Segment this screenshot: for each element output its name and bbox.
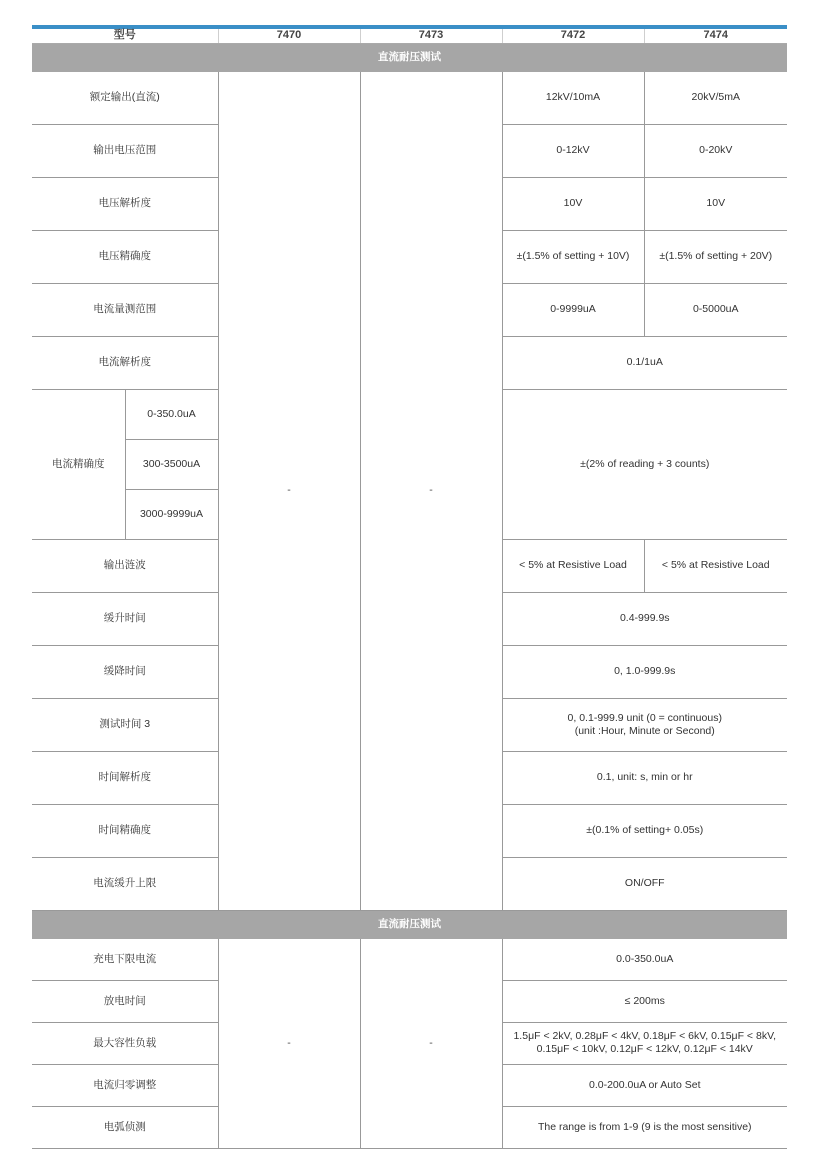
row-label: 时间精确度 [32,804,218,857]
cell-7472-7474: ±(2% of reading + 3 counts) [502,389,787,539]
row-label: 电压精确度 [32,230,218,283]
cell-7474: 20kV/5mA [644,71,787,124]
section-header-dc-withstand-2 [32,910,787,938]
cell-7474: 0-5000uA [644,283,787,336]
row-label: 缓升时间 [32,592,218,645]
row-label: 充电下限电流 [32,938,218,980]
cell-7472-7474: 0.1/1uA [502,336,787,389]
section-title: 直流耐压测试 [32,910,787,938]
header-model-7473: 7473 [360,27,502,43]
header-model-7472: 7472 [502,27,644,43]
row-label: 电弧侦测 [32,1106,218,1148]
row-label: 电流归零调整 [32,1064,218,1106]
cell-7472-7474: 0, 1.0-999.9s [502,645,787,698]
header-model-label: 型号 [32,27,218,43]
row-label: 缓降时间 [32,645,218,698]
cell-7472-7474: 0.4-999.9s [502,592,787,645]
cell-7472: 10V [502,177,644,230]
table-row [32,938,787,980]
cell-7472-7474: 0.0-350.0uA [502,938,787,980]
row-label: 输出电压范围 [32,124,218,177]
cell-7474: 0-20kV [644,124,787,177]
header-row [32,27,787,43]
cell-7472: 0-9999uA [502,283,644,336]
cell-7472: ±(1.5% of setting + 10V) [502,230,644,283]
row-label: 最大容性负载 [32,1022,218,1064]
cell-7472-7474: 1.5μF < 2kV, 0.28μF < 4kV, 0.18μF < 6kV, 0.15μF < 8kV, 0.15μF < 10kV, 0.12μF < 12kV, 0.12μF < 14kV [502,1022,787,1064]
spec-table [32,25,787,1149]
cell-7472-7474: ±(0.1% of setting+ 0.05s) [502,804,787,857]
header-model-7474: 7474 [644,27,787,43]
row-label: 电流解析度 [32,336,218,389]
row-label: 电压解析度 [32,177,218,230]
sub-range-label: 3000-9999uA [125,489,218,539]
row-label: 电流量测范围 [32,283,218,336]
row-label: 输出涟波 [32,539,218,592]
cell-7472: 0-12kV [502,124,644,177]
cell-7472-7474: 0.1, unit: s, min or hr [502,751,787,804]
cell-7472-7474: The range is from 1-9 (9 is the most sensitive) [502,1106,787,1148]
section-title: 直流耐压测试 [32,43,787,71]
cell-7472-7474 [502,698,787,751]
table-row [32,71,787,124]
cell-7472-7474: ON/OFF [502,857,787,910]
cell-7472-7474: 0.0-200.0uA or Auto Set [502,1064,787,1106]
cell-7472: 12kV/10mA [502,71,644,124]
cell-7472: < 5% at Resistive Load [502,539,644,592]
row-label: 电流精确度 [32,389,125,539]
cell-7473-dash: - [360,71,502,910]
row-label: 额定输出(直流) [32,71,218,124]
row-label: 测试时间 3 [32,698,218,751]
cell-7472-7474: ≤ 200ms [502,980,787,1022]
sub-range-label: 0-350.0uA [125,389,218,439]
cell-7474: < 5% at Resistive Load [644,539,787,592]
cell-7473-dash: - [360,938,502,1148]
cell-7474: 10V [644,177,787,230]
row-label: 放电时间 [32,980,218,1022]
cell-7470-dash: - [218,938,360,1148]
sub-range-label: 300-3500uA [125,439,218,489]
header-model-7470: 7470 [218,27,360,43]
test-time-line-2: (unit :Hour, Minute or Second) [574,724,715,737]
row-label: 电流缓升上限 [32,857,218,910]
test-time-line-1: 0, 0.1-999.9 unit (0 = continuous) [567,711,722,724]
cell-7470-dash: - [218,71,360,910]
section-header-dc-withstand [32,43,787,71]
cell-7474: ±(1.5% of setting + 20V) [644,230,787,283]
row-label: 时间解析度 [32,751,218,804]
